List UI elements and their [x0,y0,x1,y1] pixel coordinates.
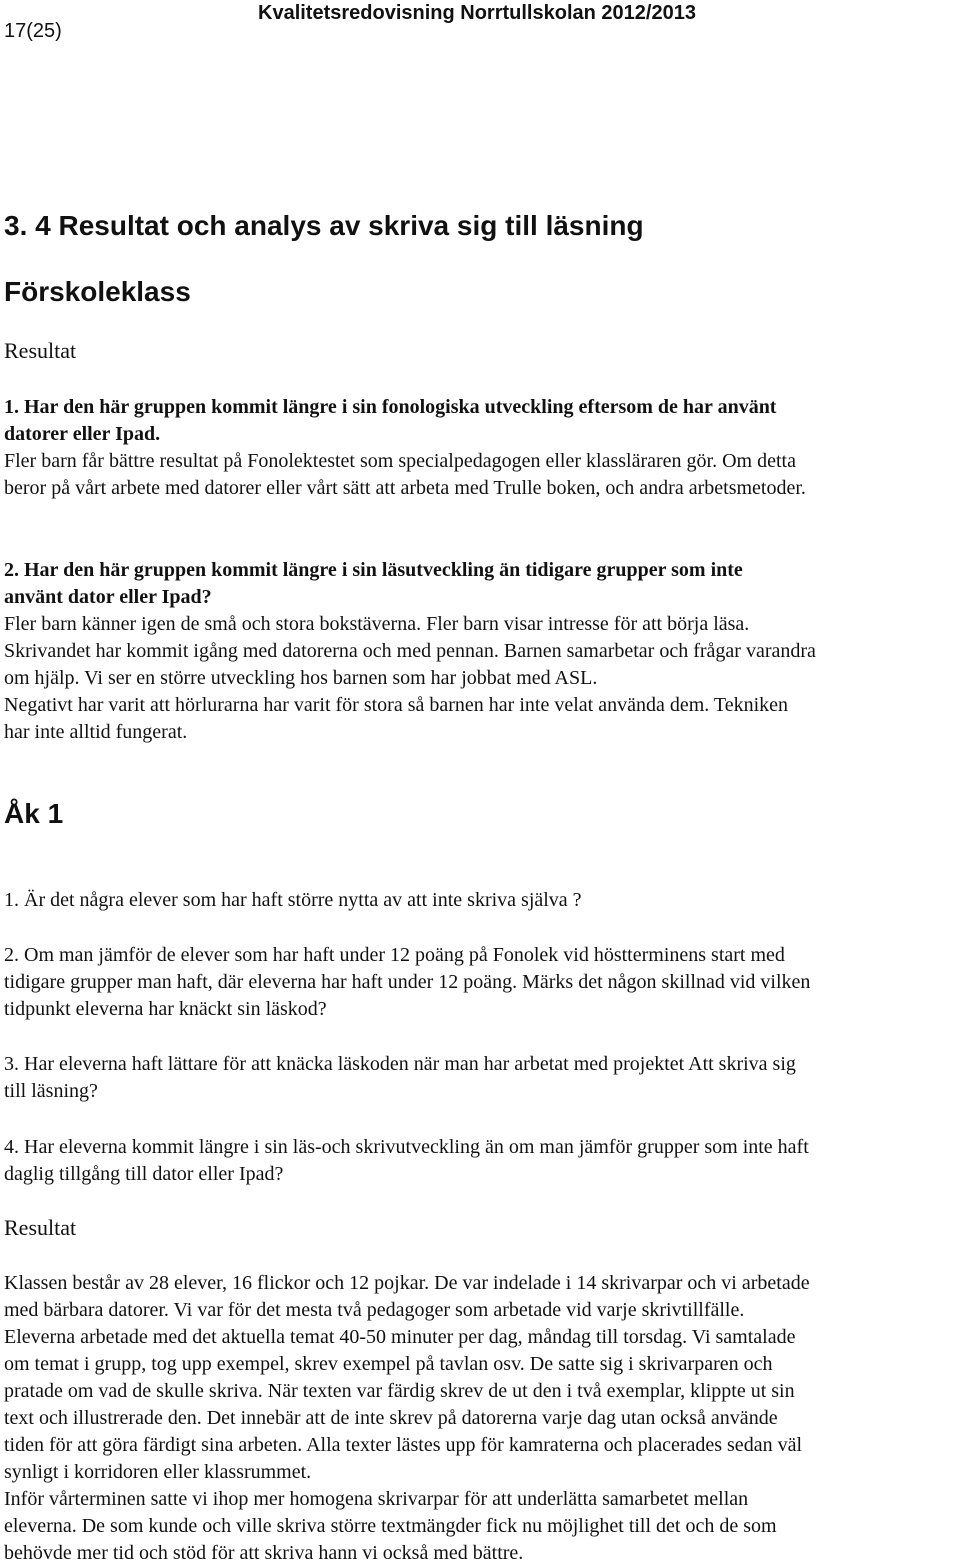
ak1-question-line: tidigare grupper man haft, där eleverna har haft under 12 poäng. Märks det någon skillnad vid vilken [4,971,811,993]
ak1-question-line: tidpunkt eleverna har knäckt sin läskod? [4,998,327,1020]
ak1-question-line: daglig tillgång till dator eller Ipad? [4,1163,284,1185]
ak1-result-line: om temat i grupp, tog upp exempel, skrev exempel på tavlan osv. De satte sig i skrivarparen och [4,1353,773,1375]
resultat-label: Resultat [4,338,77,363]
ak1-result-line: pratade om vad de skulle skriva. När texten var färdig skrev de ut den i två exemplar, klippte ut sin [4,1380,795,1402]
ak1-question-line: 2. Om man jämför de elever som har haft under 12 poäng på Fonolek vid höstterminens start med [4,944,785,966]
ak1-question-line: 1. Är det några elever som har haft större nytta av att inte skriva själva ? [4,889,582,911]
answer-2-line: om hjälp. Vi ser en större utveckling hos barnen som har jobbat med ASL. [4,667,598,689]
answer-2-line: Skrivandet har kommit igång med datorerna och med pennan. Barnen samarbetar och frågar varandra [4,640,816,662]
question-2-line-2: använt dator eller Ipad? [4,586,212,608]
page-number: 17(25) [4,20,62,42]
ak1-result-line: med bärbara datorer. Vi var för det mesta två pedagoger som arbetade vid varje skrivtillfälle. [4,1299,745,1321]
answer-1-line-1: Fler barn får bättre resultat på Fonolektestet som specialpedagogen eller klassläraren gör. Om detta [4,450,796,472]
ak1-question-line: till läsning? [4,1080,98,1102]
section-heading: 3. 4 Resultat och analys av skriva sig till läsning [4,210,644,241]
ak1-question-4 [4,1134,954,1188]
ak1-result-line: Inför vårterminen satte vi ihop mer homogena skrivarpar för att underlätta samarbetet mellan [4,1488,749,1510]
question-2-block [4,557,954,746]
ak1-result-line: text och illustrerade den. Det innebär att de inte skrev på datorerna varje dag utan också använde [4,1407,778,1429]
answer-2-line: Fler barn känner igen de små och stora bokstäverna. Fler barn visar intresse för att börja läsa. [4,613,750,635]
question-1-block [4,394,954,502]
question-1-line-2: datorer eller Ipad. [4,423,161,445]
question-1-line-1: 1. Har den här gruppen kommit längre i sin fonologiska utveckling eftersom de har använt [4,396,777,418]
subheading-ak1: Åk 1 [4,798,64,829]
ak1-result-paragraph [4,1270,954,1567]
ak1-result-line: behövde mer tid och stöd för att skriva hann vi också med bättre. [4,1542,524,1564]
ak1-result-line: synligt i korridoren eller klassrummet. [4,1461,312,1483]
ak1-result-line: eleverna. De som kunde och ville skriva större textmängder fick nu möjlighet till det och de som [4,1515,777,1537]
answer-2-line: har inte alltid fungerat. [4,721,188,743]
ak1-question-1 [4,887,954,914]
ak1-result-line: Klassen består av 28 elever, 16 flickor och 12 pojkar. De var indelade i 14 skrivarpar och vi arbetade [4,1272,810,1294]
answer-2-line: Negativt har varit att hörlurarna har varit för stora så barnen har inte velat använda dem. Tekniken [4,694,789,716]
subheading-forskoleklass: Förskoleklass [4,276,191,307]
ak1-question-3 [4,1051,954,1105]
ak1-question-2 [4,942,954,1023]
ak1-resultat-label: Resultat [4,1215,77,1240]
ak1-result-line: Eleverna arbetade med det aktuella temat 40-50 minuter per dag, måndag till torsdag. Vi samtalade [4,1326,796,1348]
ak1-question-line: 3. Har eleverna haft lättare för att knäcka läskoden när man har arbetat med projektet Att skriva sig [4,1053,796,1075]
ak1-question-line: 4. Har eleverna kommit längre i sin läs-och skrivutveckling än om man jämför grupper som inte haft [4,1136,809,1158]
question-2-line-1: 2. Har den här gruppen kommit längre i sin läsutveckling än tidigare grupper som inte [4,559,743,581]
document-header-title: Kvalitetsredovisning Norrtullskolan 2012/2013 [258,2,696,24]
answer-1-line-2: beror på vårt arbete med datorer eller vårt sätt att arbeta med Trulle boken, och andra arbetsmetoder. [4,477,806,499]
ak1-result-line: tiden för att göra färdigt sina arbeten. Alla texter lästes upp för kamraterna och placerades sedan väl [4,1434,802,1456]
